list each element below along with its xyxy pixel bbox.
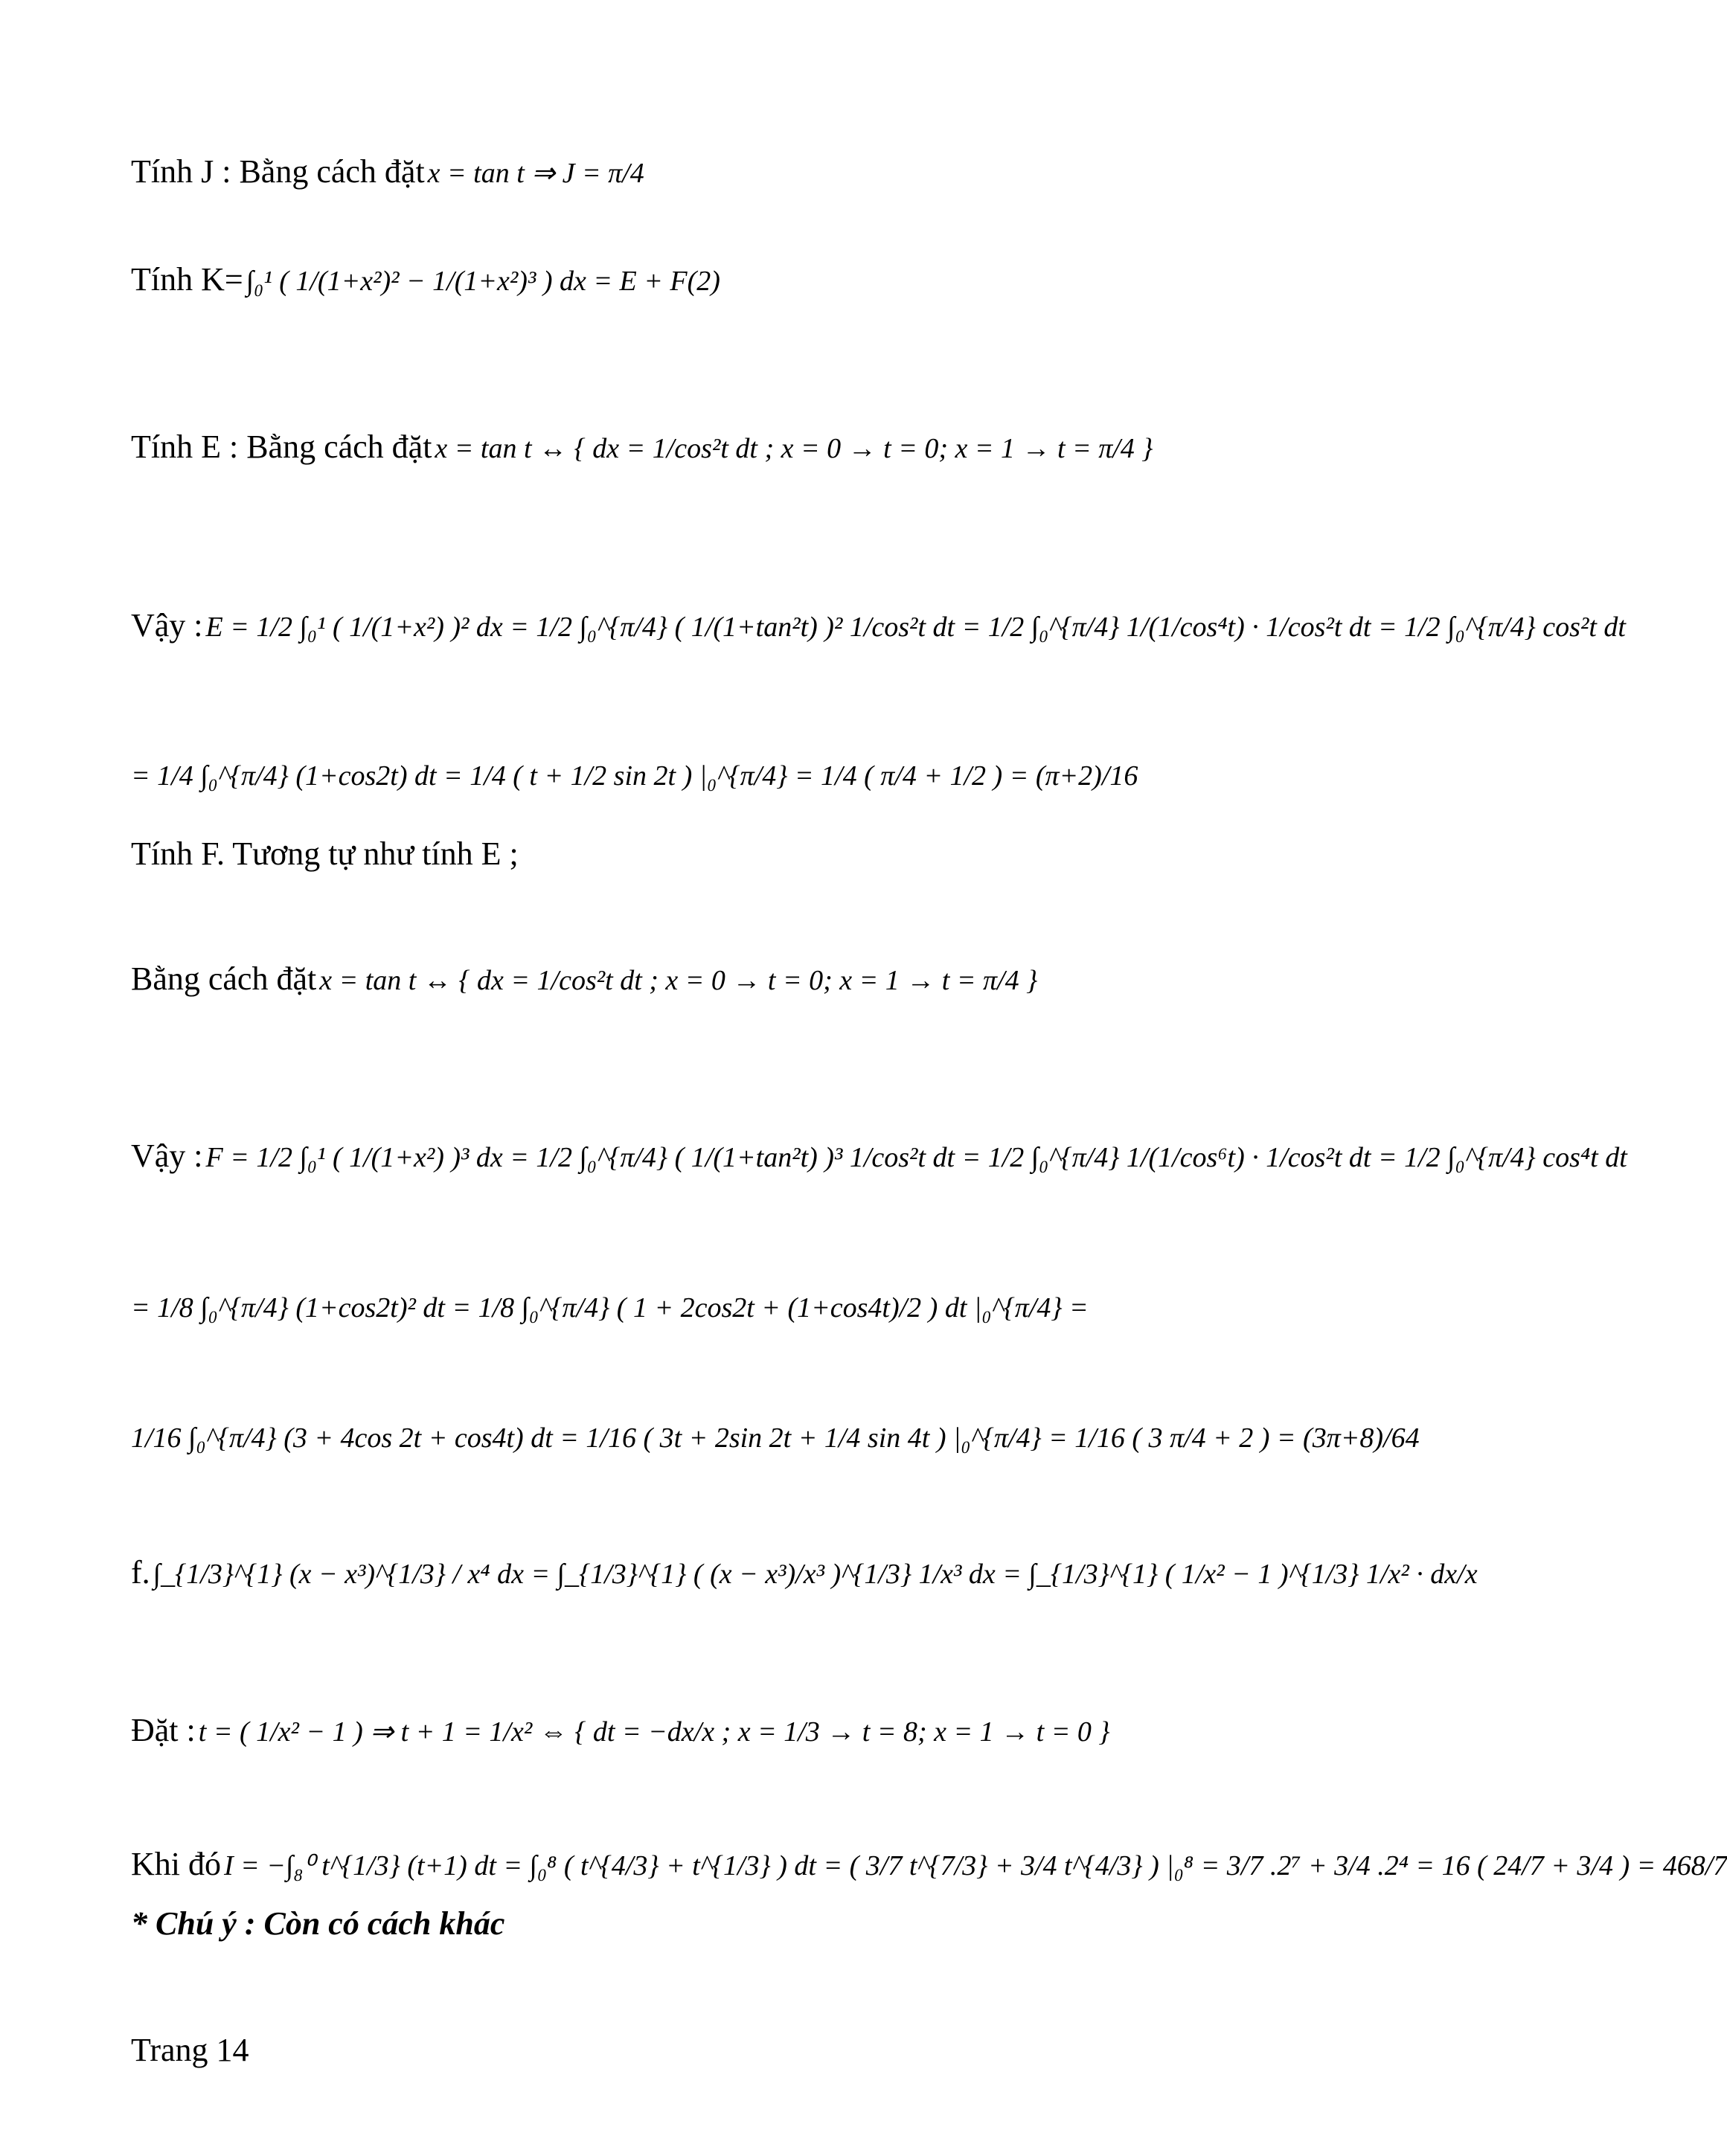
equation: x = tan t ↔ { dx = 1/cos²t dt ; x = 0 → t = 0; x = 1 → t = π/4 } — [435, 433, 1153, 464]
line-text: f. — [131, 1554, 150, 1591]
line-compute-f — [131, 835, 519, 873]
equation: ∫₀¹ ( 1/(1+x²)² − 1/(1+x²)³ ) dx = E + F(2) — [246, 266, 720, 297]
line-text: Tính K= — [131, 261, 243, 298]
line-compute-j — [131, 153, 644, 190]
note — [131, 1905, 504, 1942]
line-substitution-f — [131, 960, 1037, 998]
line-substitution-t — [131, 1711, 1110, 1749]
line-compute-k — [131, 260, 720, 298]
equation: = 1/8 ∫₀^{π/4} (1+cos2t)² dt = 1/8 ∫₀^{π/4} ( 1 + 2cos2t + (1+cos4t)/2 ) dt |₀^{π/4} = — [131, 1292, 1089, 1324]
page-footer: Trang 14 — [131, 2032, 249, 2068]
line-text: Tính E : Bằng cách đặt — [131, 429, 432, 465]
line-text: Đặt : — [131, 1712, 196, 1748]
line-text: Khi đó — [131, 1846, 221, 1882]
line-text: Tính J : Bằng cách đặt — [131, 153, 425, 190]
equation: x = tan t ⇒ J = π/4 — [427, 158, 644, 189]
equation: I = −∫₈⁰ t^{1/3} (t+1) dt = ∫₀⁸ ( t^{4/3} + t^{1/3} ) dt = ( 3/7 t^{7/3} + 3/4 t^{4/3} ) |₀⁸ = 3/7 .2⁷ + 3/4 .2⁴ = 16 ( 24/7 + 3/4 ) = 468/7 — [224, 1850, 1727, 1881]
line-part-f — [131, 1553, 1478, 1591]
equation: x = tan t ↔ { dx = 1/cos²t dt ; x = 0 → t = 0; x = 1 → t = π/4 } — [319, 965, 1038, 996]
line-e-eval — [131, 755, 1138, 793]
line-text: Bằng cách đặt — [131, 960, 317, 997]
equation: ∫_{1/3}^{1} (x − x³)^{1/3} / x⁴ dx = ∫_{1/3}^{1} ( (x − x³)/x³ )^{1/3} 1/x³ dx = ∫_{1/3}^{1} ( 1/x² − 1 )^{1/3} 1/x² · dx/x — [153, 1559, 1478, 1590]
line-text: Vậy : — [131, 1138, 203, 1174]
equation: = 1/4 ∫₀^{π/4} (1+cos2t) dt = 1/4 ( t + 1/2 sin 2t ) |₀^{π/4} = 1/4 ( π/4 + 1/2 ) = (π+2)/16 — [131, 760, 1138, 792]
line-final-i — [131, 1845, 1727, 1883]
line-text: Tính F. Tương tự như tính E ; — [131, 835, 519, 872]
line-compute-e — [131, 428, 1153, 466]
equation: 1/16 ∫₀^{π/4} (3 + 4cos 2t + cos4t) dt = 1/16 ( 3t + 2sin 2t + 1/4 sin 4t ) |₀^{π/4} = 1/16 ( 3 π/4 + 2 ) = (3π+8)/64 — [131, 1422, 1420, 1454]
note-text: * Chú ý : Còn có cách khác — [131, 1905, 505, 1942]
line-e-result — [131, 606, 1626, 644]
line-f-eval — [131, 1417, 1420, 1455]
equation: F = 1/2 ∫₀¹ ( 1/(1+x²) )³ dx = 1/2 ∫₀^{π/4} ( 1/(1+tan²t) )³ 1/cos²t dt = 1/2 ∫₀^{π/4} 1/(1/cos⁶t) · 1/cos²t dt = 1/2 ∫₀^{π/4} cos⁴t dt — [205, 1142, 1627, 1173]
line-f-result — [131, 1137, 1627, 1175]
line-f-expand — [131, 1287, 1089, 1325]
line-text: Vậy : — [131, 607, 203, 644]
equation: t = ( 1/x² − 1 ) ⇒ t + 1 = 1/x² ⇔ { dt = −dx/x ; x = 1/3 → t = 8; x = 1 → t = 0 } — [198, 1716, 1110, 1748]
equation: E = 1/2 ∫₀¹ ( 1/(1+x²) )² dx = 1/2 ∫₀^{π/4} ( 1/(1+tan²t) )² 1/cos²t dt = 1/2 ∫₀^{π/4} 1/(1/cos⁴t) · 1/cos²t dt = 1/2 ∫₀^{π/4} cos²t dt — [205, 612, 1626, 643]
